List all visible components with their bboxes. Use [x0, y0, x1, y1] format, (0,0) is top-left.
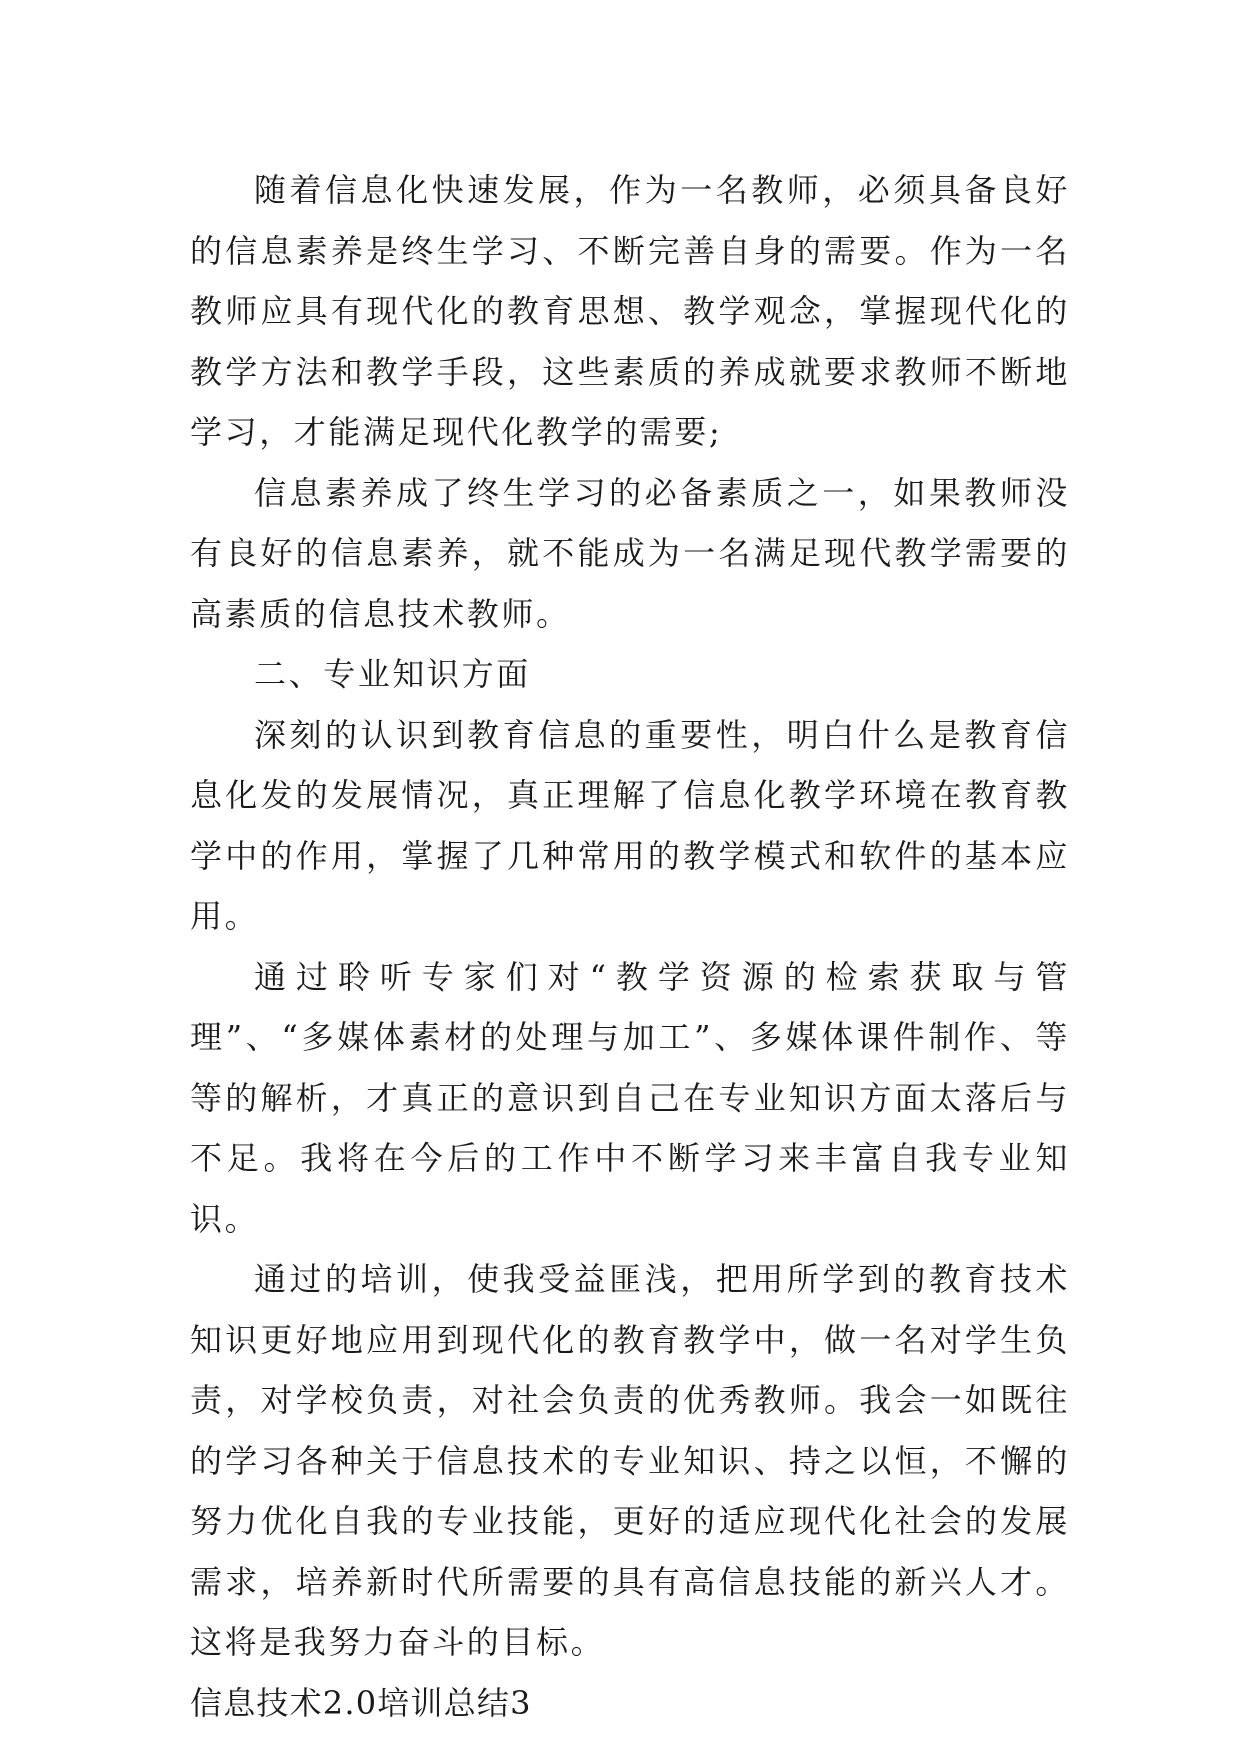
paragraph-5: 通过的培训，使我受益匪浅，把用所学到的教育技术知识更好地应用到现代化的教育教学中，做一名对学生负责，对学校负责，对社会负责的优秀教师。我会一如既往的学习各种关于信息技术的专业知识、持之以恒，不懈的努力优化自我的专业技能，更好的适应现代化社会的发展需求，培养新时代所需要的具有高信息技能的新兴人才。这将是我努力奋斗的目标。	[190, 1260, 1070, 1661]
paragraph-2: 信息素养成了终生学习的必备素质之一，如果教师没有良好的信息素养，就不能成为一名满足现代教学需要的高素质的信息技术教师。	[190, 473, 1070, 633]
paragraph-1: 随着信息化快速发展，作为一名教师，必须具备良好的信息素养是终生学习、不断完善自身的需要。作为一名教师应具有现代化的教育思想、教学观念，掌握现代化的教学方法和教学手段，这些素质的养成就要求教师不断地学习，才能满足现代化教学的需要;	[190, 171, 1070, 451]
subheading-professional-knowledge: 二、专业知识方面	[254, 655, 531, 693]
document-body	[190, 160, 1070, 1733]
paragraph-4: 通过聆听专家们对“教学资源的检索获取与管理”、“多媒体素材的处理与加工”、多媒体课件制作、等等的解析，才真正的意识到自己在专业知识方面太落后与不足。我将在今后的工作中不断学习来丰富自我专业知识。	[190, 957, 1070, 1238]
paragraph-3: 深刻的认识到教育信息的重要性，明白什么是教育信息化发的发展情况，真正理解了信息化教学环境在教育教学中的作用，掌握了几种常用的教学模式和软件的基本应用。	[190, 715, 1070, 935]
section-heading: 信息技术2.0培训总结3	[190, 1683, 532, 1722]
